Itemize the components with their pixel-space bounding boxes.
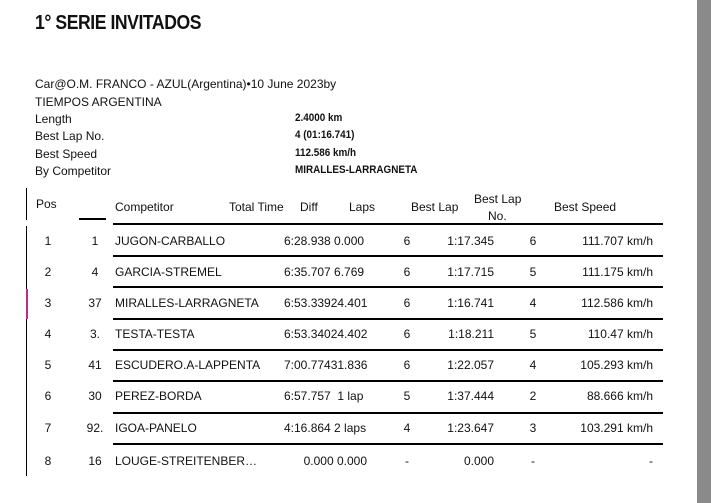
cell-time-diff: 6:35.707 6.769: [284, 265, 365, 279]
header-pos: Pos: [36, 197, 57, 211]
event-line: Car@O.M. FRANCO - AZUL(Argentina)•10 June 2023by: [35, 77, 337, 91]
cell-pos: 7: [44, 421, 52, 435]
cell-best-lap: 1:22.057: [447, 358, 494, 372]
info-value-best-lap-no: 4 (01:16.741): [295, 129, 355, 141]
cell-best-lap-no: 5: [529, 265, 537, 279]
cell-best-lap-no: 4: [529, 296, 537, 310]
cell-time-diff: 6:57.757 1 lap: [284, 389, 364, 403]
info-label-length: Length: [35, 112, 72, 126]
cell-competitor: TESTA-TESTA: [115, 327, 195, 341]
cell-best-lap: 1:23.647: [447, 421, 494, 435]
info-value-by-competitor: MIRALLES-LARRAGNETA: [295, 164, 418, 176]
header-best-lap-no-line1: Best Lap: [474, 192, 522, 206]
cell-time-diff: 7:00.77431.836: [284, 358, 368, 372]
cell-laps: 6: [403, 296, 411, 310]
cell-best-lap: 1:17.345: [447, 234, 494, 248]
row-rule: [113, 380, 663, 382]
cell-pos: 1: [44, 234, 52, 248]
cell-best-lap: 1:16.741: [447, 296, 494, 310]
info-label-best-speed: Best Speed: [35, 147, 98, 161]
cell-competitor: MIRALLES-LARRAGNETA: [115, 296, 259, 310]
header-laps: Laps: [349, 200, 376, 214]
page-title: 1° SERIE INVITADOS: [35, 12, 202, 34]
cell-best-speed: -: [649, 454, 653, 468]
table-left-border-header: [26, 188, 27, 220]
cell-competitor: GARCIA-STREMEL: [115, 265, 222, 279]
row-rule: [113, 349, 663, 351]
cell-best-lap: 1:17.715: [447, 265, 494, 279]
cell-laps: 6: [403, 327, 411, 341]
cell-competitor: LOUGE-STREITENBER…: [115, 454, 258, 468]
cell-laps: 6: [403, 265, 411, 279]
header-competitor: Competitor: [115, 200, 174, 214]
cell-best-speed: 105.293 km/h: [580, 358, 653, 372]
header-best-lap: Best Lap: [411, 200, 459, 214]
row-rule: [113, 412, 663, 414]
vertical-scrollbar[interactable]: [697, 0, 711, 503]
cell-competitor: ESCUDERO.A-LAPPENTA: [115, 358, 261, 372]
cell-best-lap-no: 6: [529, 234, 537, 248]
cell-pos: 8: [44, 454, 52, 468]
cell-best-lap: 1:37.444: [447, 389, 494, 403]
cell-time-diff: 6:53.33924.401: [284, 296, 368, 310]
cell-competitor: JUGON-CARBALLO: [115, 234, 226, 248]
row-rule: [113, 286, 663, 288]
cell-number: 16: [88, 454, 102, 468]
cell-number: 92.: [86, 421, 104, 435]
cell-best-lap-no: -: [531, 454, 535, 468]
header-best-lap-no-line2: No.: [488, 209, 507, 223]
cell-best-speed: 111.175 km/h: [582, 265, 653, 279]
cell-pos: 3: [44, 296, 52, 310]
cell-best-lap: 1:18.211: [448, 327, 494, 341]
cell-time-diff: 6:53.34024.402: [284, 327, 368, 341]
cell-time-diff: 4:16.864 2 laps: [284, 421, 367, 435]
cell-competitor: PEREZ-BORDA: [115, 389, 202, 403]
organizer: TIEMPOS ARGENTINA: [35, 95, 162, 109]
cell-number: 30: [88, 389, 102, 403]
selected-row-marker: [26, 289, 28, 319]
cell-number: 1: [91, 234, 99, 248]
cell-pos: 6: [44, 389, 52, 403]
header-num-rule: [79, 218, 106, 220]
header-total-time: Total Time: [229, 200, 284, 214]
cell-best-lap-no: 2: [529, 389, 537, 403]
cell-number: 41: [88, 358, 102, 372]
cell-best-speed: 88.666 km/h: [586, 389, 653, 403]
info-label-best-lap-no: Best Lap No.: [35, 129, 105, 143]
cell-best-speed: 111.707 km/h: [582, 234, 653, 248]
cell-laps: -: [405, 454, 409, 468]
row-rule: [113, 318, 663, 320]
cell-laps: 6: [403, 358, 411, 372]
cell-number: 4: [91, 265, 99, 279]
cell-best-lap-no: 5: [529, 327, 537, 341]
cell-number: 3.: [89, 327, 100, 341]
cell-best-lap-no: 3: [529, 421, 537, 435]
row-rule: [113, 255, 663, 257]
cell-time-diff: 6:28.938 0.000: [284, 234, 365, 248]
cell-pos: 4: [44, 327, 52, 341]
info-label-by-competitor: By Competitor: [35, 164, 112, 178]
info-value-best-speed: 112.586 km/h: [295, 147, 357, 159]
info-value-length: 2.4000 km: [295, 112, 343, 124]
cell-number: 37: [88, 296, 102, 310]
cell-time-diff: 0.000 0.000: [303, 454, 367, 468]
cell-best-speed: 103.291 km/h: [580, 421, 653, 435]
header-diff: Diff: [300, 200, 318, 214]
cell-best-lap: 0.000: [463, 454, 494, 468]
cell-best-speed: 112.586 km/h: [581, 296, 653, 310]
cell-laps: 4: [403, 421, 411, 435]
cell-laps: 5: [403, 389, 411, 403]
cell-pos: 5: [44, 358, 52, 372]
cell-competitor: IGOA-PANELO: [115, 421, 197, 435]
row-rule: [113, 443, 663, 445]
header-best-speed: Best Speed: [554, 200, 617, 214]
table-left-border-body: [26, 226, 27, 476]
header-rule: [113, 223, 663, 225]
cell-best-speed: 110.47 km/h: [587, 327, 653, 341]
cell-laps: 6: [403, 234, 411, 248]
cell-best-lap-no: 4: [529, 358, 537, 372]
cell-pos: 2: [44, 265, 52, 279]
